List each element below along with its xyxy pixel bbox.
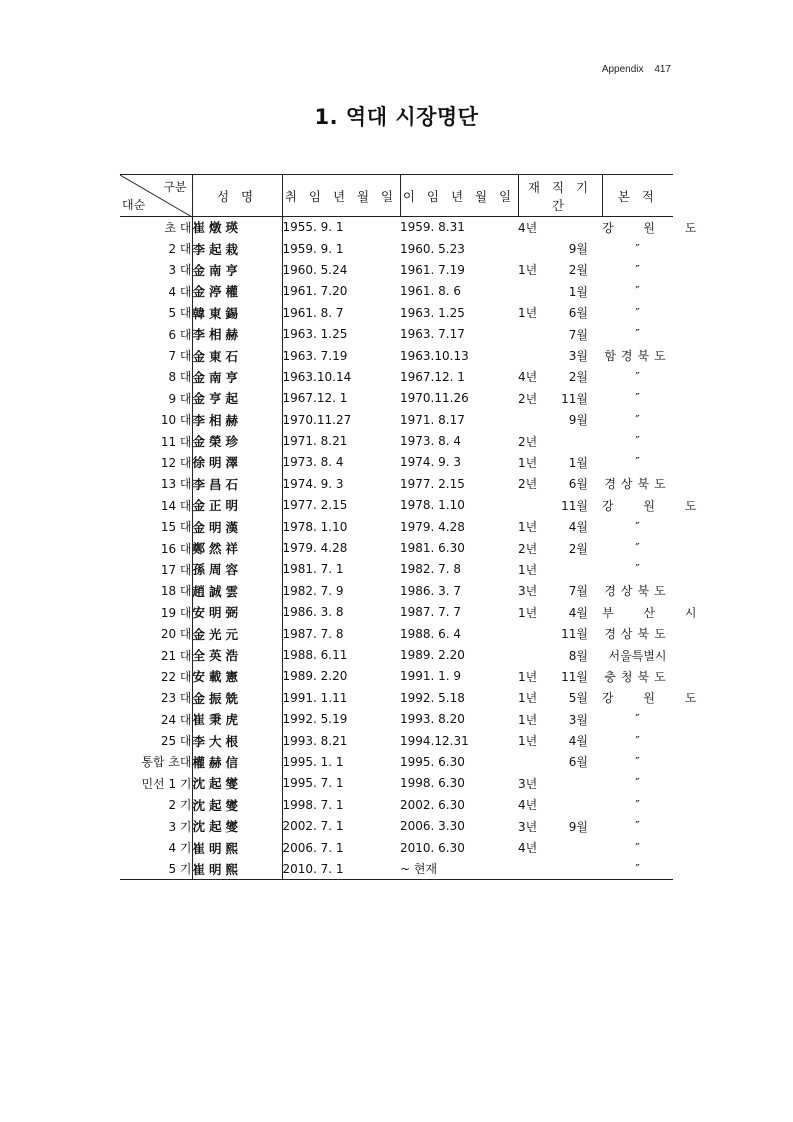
start-date-cell: 1978. 1.10 [282, 519, 348, 534]
origin-cell: ″ [635, 305, 640, 320]
start-date-cell: 1981. 7. 1 [282, 562, 344, 577]
tenure-months: 7월 [568, 584, 588, 599]
column-header: 이 임 년 월 일 [400, 175, 518, 217]
name-cell: 金南亨 [192, 366, 282, 387]
tenure-months: 4월 [568, 605, 588, 620]
start-date-cell: 1963.10.14 [282, 369, 352, 384]
tenure-months: 9월 [568, 413, 588, 428]
tenure-cell [518, 751, 602, 772]
name-cell: 李相赫 [192, 409, 282, 430]
tenure-cell [518, 559, 602, 580]
name-cell: 沈起燮 [192, 773, 282, 794]
name-cell: 孫周容 [192, 559, 282, 580]
name-cell: 金振兟 [192, 687, 282, 708]
tenure-months: 11월 [561, 669, 588, 684]
start-date-cell: 1961. 7.20 [282, 284, 348, 299]
start-date-cell: 1991. 1.11 [282, 690, 348, 705]
table-row [120, 751, 673, 772]
start-date-cell: 1967.12. 1 [282, 391, 348, 406]
name-cell: 權赫信 [192, 751, 282, 772]
start-date-cell: 1963. 7.19 [282, 348, 348, 363]
term-cell: 7 대 [168, 349, 192, 364]
tenure-cell [518, 837, 602, 858]
name-cell: 安明弼 [192, 602, 282, 623]
start-date-cell: 1971. 8.21 [282, 434, 348, 449]
start-date-cell: 2006. 7. 1 [282, 840, 344, 855]
term-cell: 16 대 [160, 541, 192, 556]
tenure-years: 1년 [518, 712, 538, 727]
end-date-cell: 1994.12.31 [400, 733, 469, 748]
table-row [120, 217, 673, 238]
name-cell: 鄭然祥 [192, 537, 282, 558]
column-header: 본 적 [602, 175, 673, 217]
term-cell: 21 대 [160, 648, 192, 663]
table-row [120, 323, 673, 344]
name-cell: 金亨起 [192, 388, 282, 409]
tenure-cell [518, 602, 602, 623]
term-cell: 22 대 [160, 669, 192, 684]
table-row [120, 473, 673, 494]
term-cell: 5 대 [168, 306, 192, 321]
end-date-cell: 1979. 4.28 [400, 519, 465, 534]
start-date-cell: 1955. 9. 1 [282, 220, 344, 235]
name-cell: 沈起燮 [192, 815, 282, 836]
start-date-cell: 1977. 2.15 [282, 498, 348, 513]
term-cell: 2 기 [168, 798, 192, 813]
start-date-cell: 1986. 3. 8 [282, 605, 344, 620]
term-cell: 20 대 [160, 627, 192, 642]
term-cell: 3 대 [168, 263, 192, 278]
name-cell: 金正明 [192, 495, 282, 516]
end-date-cell: 1960. 5.23 [400, 241, 465, 256]
origin-cell: ″ [635, 840, 640, 855]
header-corner-cell [120, 175, 192, 217]
tenure-cell [518, 666, 602, 687]
running-head [594, 64, 671, 75]
tenure-months: 2월 [568, 541, 588, 556]
table-row [120, 815, 673, 836]
tenure-cell [518, 217, 602, 238]
table-row [120, 623, 673, 644]
table-row [120, 452, 673, 473]
tenure-years: 3년 [518, 819, 538, 834]
table-row [120, 259, 673, 280]
origin-cell: ″ [635, 754, 640, 769]
start-date-cell: 1998. 7. 1 [282, 797, 344, 812]
tenure-months: 8월 [568, 648, 588, 663]
table-body [120, 217, 710, 880]
name-cell: 金明漢 [192, 516, 282, 537]
end-date-cell: 1993. 8.20 [400, 712, 465, 727]
table-header-row [120, 175, 673, 217]
term-cell: 8 대 [168, 370, 192, 385]
end-date-cell: 1978. 1.10 [400, 498, 465, 513]
term-cell: 3 기 [168, 819, 192, 834]
tenure-years: 1년 [518, 691, 538, 706]
origin-cell: 서울특별시 [608, 648, 667, 663]
tenure-cell [518, 580, 602, 601]
tenure-years: 1년 [518, 520, 538, 535]
origin-cell: ″ [635, 327, 640, 342]
name-cell: 徐明澤 [192, 452, 282, 473]
name-cell: 沈起燮 [192, 794, 282, 815]
table-row [120, 580, 673, 601]
start-date-cell: 1974. 9. 3 [282, 476, 344, 491]
end-date-cell: 1973. 8. 4 [400, 434, 462, 449]
term-cell: 24 대 [160, 712, 192, 727]
end-date-cell: 1959. 8.31 [400, 220, 465, 235]
tenure-cell [518, 366, 602, 387]
corner-label-bottom: 대순 [122, 198, 146, 212]
end-date-cell: 1970.11.26 [400, 391, 469, 406]
name-cell: 李昌石 [192, 473, 282, 494]
end-date-cell: ~ 현재 [400, 858, 518, 879]
start-date-cell: 1995. 7. 1 [282, 776, 344, 791]
start-date-cell: 1959. 9. 1 [282, 241, 344, 256]
end-date-cell: 1974. 9. 3 [400, 455, 462, 470]
table-row [120, 366, 673, 387]
name-cell: 金渟權 [192, 281, 282, 302]
name-cell: 全英浩 [192, 644, 282, 665]
name-cell: 崔明熙 [192, 837, 282, 858]
origin-cell: ″ [635, 819, 640, 834]
tenure-months: 7월 [568, 327, 588, 342]
term-cell: 25 대 [160, 734, 192, 749]
term-cell: 6 대 [168, 327, 192, 342]
term-cell: 15 대 [160, 520, 192, 535]
term-cell: 13 대 [160, 477, 192, 492]
tenure-years: 3년 [518, 584, 538, 599]
term-cell: 민선 1 기 [141, 776, 192, 791]
origin-cell: ″ [602, 858, 673, 879]
tenure-months: 1월 [568, 455, 588, 470]
table-row [120, 302, 673, 323]
table-row [120, 730, 673, 751]
term-cell: 17 대 [160, 562, 192, 577]
tenure-years: 4년 [518, 841, 538, 856]
table-row [120, 516, 673, 537]
end-date-cell: 1988. 6. 4 [400, 626, 462, 641]
end-date-cell: 1989. 2.20 [400, 648, 465, 662]
end-date-cell: 1961. 7.19 [400, 262, 465, 277]
end-date-cell: 1963. 1.25 [400, 305, 465, 320]
name-cell: 李起栽 [192, 238, 282, 259]
table-row [120, 666, 673, 687]
corner-label-top: 구분 [163, 180, 187, 194]
tenure-years: 2년 [518, 541, 538, 556]
end-date-cell: 2010. 6.30 [400, 840, 465, 855]
start-date-cell: 1973. 8. 4 [282, 455, 344, 470]
name-cell: 李大根 [192, 730, 282, 751]
tenure-cell [518, 281, 602, 302]
name-cell: 崔明熙 [192, 858, 282, 879]
tenure-cell [518, 238, 602, 259]
section-label: Appendix [601, 64, 644, 75]
name-cell: 李相赫 [192, 323, 282, 344]
table-row [120, 537, 673, 558]
origin-cell: 충청북도 [604, 669, 671, 684]
end-date-cell: 1991. 1. 9 [400, 669, 462, 684]
start-date-cell: 1961. 8. 7 [282, 305, 344, 320]
name-cell: 韓東錫 [192, 302, 282, 323]
name-cell: 金東石 [192, 345, 282, 366]
tenure-months: 2월 [568, 263, 588, 278]
start-date-cell: 1989. 2.20 [282, 669, 348, 684]
tenure-months: 11월 [561, 391, 588, 406]
tenure-years: 2년 [518, 477, 538, 492]
column-header: 성 명 [192, 175, 282, 217]
start-date-cell: 1987. 7. 8 [282, 626, 344, 641]
name-cell: 安載憲 [192, 666, 282, 687]
name-cell: 趙誠雲 [192, 580, 282, 601]
end-date-cell: 1986. 3. 7 [400, 583, 462, 598]
tenure-years: 1년 [518, 562, 538, 577]
origin-cell: ″ [635, 284, 640, 299]
start-date-cell: 1993. 8.21 [282, 733, 348, 748]
tenure-cell [518, 495, 602, 516]
origin-cell: ″ [635, 562, 640, 577]
term-cell: 2 대 [168, 242, 192, 257]
tenure-years: 1년 [518, 605, 538, 620]
term-cell: 4 기 [168, 841, 192, 856]
tenure-years: 4년 [518, 798, 538, 813]
tenure-cell [518, 730, 602, 751]
origin-cell: ″ [635, 412, 640, 427]
tenure-months: 2월 [568, 370, 588, 385]
end-date-cell: 1998. 6.30 [400, 776, 465, 791]
tenure-months: 6월 [568, 477, 588, 492]
origin-cell: ″ [635, 241, 640, 256]
tenure-years: 3년 [518, 776, 538, 791]
start-date-cell: 2010. 7. 1 [282, 858, 400, 879]
term-cell: 5 기 [120, 858, 192, 879]
table-row [120, 281, 673, 302]
page-title: 1. 역대 시장명단 [314, 105, 479, 129]
tenure-months: 4월 [568, 520, 588, 535]
table-row [120, 345, 673, 366]
end-date-cell: 1963.10.13 [400, 348, 469, 363]
tenure-months: 9월 [568, 242, 588, 257]
start-date-cell: 1963. 1.25 [282, 327, 348, 342]
origin-cell: ″ [635, 455, 640, 470]
tenure-cell [518, 430, 602, 451]
table-row [120, 495, 673, 516]
end-date-cell: 1992. 5.18 [400, 690, 465, 705]
table-row [120, 708, 673, 729]
origin-cell: ″ [635, 262, 640, 277]
table-row [120, 644, 673, 665]
table-row [120, 858, 673, 879]
end-date-cell: 1981. 6.30 [400, 541, 465, 556]
start-date-cell: 2002. 7. 1 [282, 819, 344, 834]
origin-cell: ″ [635, 776, 640, 791]
end-date-cell: 1987. 7. 7 [400, 605, 462, 620]
name-cell: 崔燉瑛 [192, 217, 282, 238]
start-date-cell: 1982. 7. 9 [282, 583, 344, 598]
origin-cell: ″ [635, 369, 640, 384]
origin-cell: 경상북도 [604, 584, 671, 599]
start-date-cell: 1960. 5.24 [282, 262, 348, 277]
end-date-cell: 2006. 3.30 [400, 819, 465, 834]
term-cell: 11 대 [160, 434, 192, 449]
origin-cell: ″ [635, 712, 640, 727]
tenure-months: 1월 [568, 284, 588, 299]
term-cell: 14 대 [160, 498, 192, 513]
tenure-years: 1년 [518, 669, 538, 684]
table-row [120, 602, 673, 623]
name-cell: 崔秉虎 [192, 708, 282, 729]
tenure-cell [518, 259, 602, 280]
term-cell: 9 대 [168, 391, 192, 406]
table-row [120, 794, 673, 815]
table-row [120, 430, 673, 451]
table-row [120, 559, 673, 580]
start-date-cell: 1979. 4.28 [282, 541, 348, 556]
tenure-years: 1년 [518, 455, 538, 470]
term-cell: 18 대 [160, 584, 192, 599]
origin-cell: 강 원 도 [602, 498, 710, 513]
start-date-cell: 1995. 1. 1 [282, 754, 344, 769]
tenure-years: 2년 [518, 434, 538, 449]
origin-cell: ″ [635, 434, 640, 449]
tenure-months: 5월 [568, 691, 588, 706]
origin-cell: ″ [635, 391, 640, 406]
start-date-cell: 1988. 6.11 [282, 648, 348, 662]
tenure-cell [518, 302, 602, 323]
name-cell: 金榮珍 [192, 430, 282, 451]
end-date-cell: 1963. 7.17 [400, 327, 465, 342]
end-date-cell: 1977. 2.15 [400, 476, 465, 491]
tenure-months: 9월 [568, 819, 588, 834]
end-date-cell: 1967.12. 1 [400, 369, 465, 384]
tenure-cell [518, 537, 602, 558]
tenure-years: 2년 [518, 391, 538, 406]
origin-cell: 부 산 시 [602, 605, 710, 620]
term-cell: 통합 초대 [141, 755, 192, 770]
origin-cell: 함경북도 [604, 349, 671, 364]
tenure-cell [518, 516, 602, 537]
end-date-cell: 1995. 6.30 [400, 754, 465, 769]
start-date-cell: 1970.11.27 [282, 412, 352, 427]
table-row [120, 409, 673, 430]
origin-cell: 경상북도 [604, 477, 671, 492]
table-row [120, 388, 673, 409]
tenure-cell [518, 409, 602, 430]
tenure-years: 4년 [518, 220, 538, 235]
tenure-cell [518, 388, 602, 409]
tenure-months: 11월 [561, 627, 588, 642]
tenure-cell [518, 687, 602, 708]
tenure-cell [518, 773, 602, 794]
tenure-cell [518, 708, 602, 729]
tenure-months: 6월 [568, 755, 588, 770]
column-header: 취 임 년 월 일 [282, 175, 400, 217]
tenure-cell [518, 794, 602, 815]
tenure-months: 3월 [568, 349, 588, 364]
tenure-cell [518, 815, 602, 836]
origin-cell: 강 원 도 [602, 691, 710, 706]
origin-cell: ″ [635, 797, 640, 812]
column-header: 재 직 기 간 [518, 175, 602, 217]
tenure-years: 1년 [518, 306, 538, 321]
tenure-months: 4월 [568, 734, 588, 749]
table-row [120, 773, 673, 794]
tenure-years: 1년 [518, 263, 538, 278]
origin-cell: ″ [635, 541, 640, 556]
tenure-months: 3월 [568, 712, 588, 727]
tenure-months: 6월 [568, 306, 588, 321]
tenure-cell [518, 858, 602, 879]
term-cell: 4 대 [168, 284, 192, 299]
term-cell: 23 대 [160, 691, 192, 706]
origin-cell: ″ [635, 519, 640, 534]
mayor-roster-table [120, 174, 710, 880]
tenure-cell [518, 452, 602, 473]
term-cell: 초 대 [164, 220, 192, 235]
end-date-cell: 2002. 6.30 [400, 797, 465, 812]
name-cell: 金光元 [192, 623, 282, 644]
tenure-cell [518, 623, 602, 644]
table-row [120, 837, 673, 858]
term-cell: 10 대 [160, 413, 192, 428]
page-number: 417 [654, 64, 671, 75]
start-date-cell: 1992. 5.19 [282, 712, 348, 727]
name-cell: 金南亨 [192, 259, 282, 280]
tenure-cell [518, 323, 602, 344]
term-cell: 12 대 [160, 455, 192, 470]
tenure-cell [518, 644, 602, 665]
origin-cell: 경상북도 [604, 627, 671, 642]
origin-cell: 강 원 도 [602, 220, 710, 235]
tenure-years: 4년 [518, 370, 538, 385]
origin-cell: ″ [635, 733, 640, 748]
end-date-cell: 1982. 7. 8 [400, 562, 462, 577]
end-date-cell: 1971. 8.17 [400, 412, 465, 427]
table-row [120, 687, 673, 708]
tenure-months: 11월 [561, 498, 588, 513]
tenure-cell [518, 473, 602, 494]
tenure-years: 1년 [518, 734, 538, 749]
term-cell: 19 대 [160, 605, 192, 620]
end-date-cell: 1961. 8. 6 [400, 284, 462, 299]
tenure-cell [518, 345, 602, 366]
table-row [120, 238, 673, 259]
